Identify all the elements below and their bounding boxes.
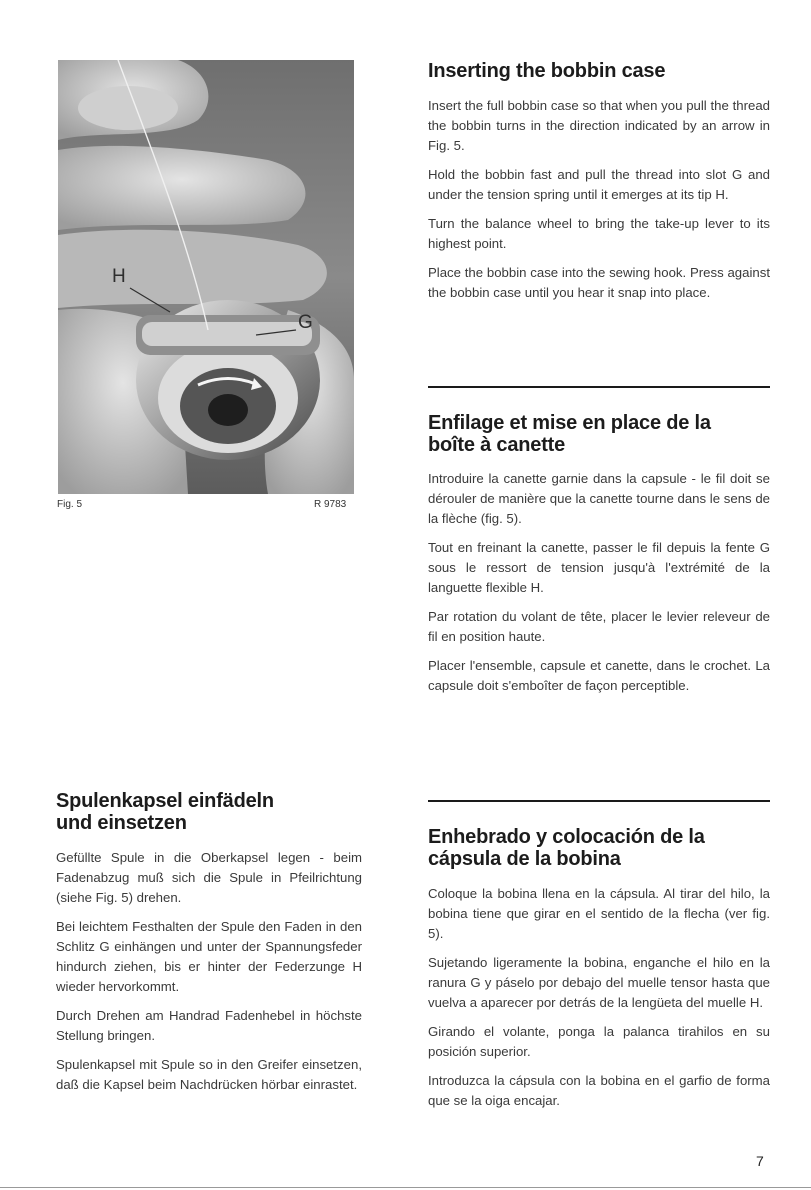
german-paragraph-3: Durch Drehen am Handrad Fadenhebel in höchste Stellung bringen. bbox=[56, 1008, 362, 1043]
german-paragraph-2: Bei leichtem Festhalten der Spule den Faden in den Schlitz G einhängen und unter der Spannungsfeder hindurch ziehen, bis er hinter der Federzunge H wieder hervorkommt. bbox=[56, 919, 362, 994]
german-paragraph-1: Gefüllte Spule in die Oberkapsel legen - beim Fadenabzug muß sich die Spule in Pfeilrichtung (siehe Fig. 5) drehen. bbox=[56, 850, 362, 905]
figure-code: R 9783 bbox=[314, 499, 347, 510]
label-g: G bbox=[298, 312, 313, 333]
german-heading-line-2: und einsetzen bbox=[56, 812, 187, 834]
english-paragraph-2: Hold the bobbin fast and pull the thread into slot G and under the tension spring until it emerges at its tip H. bbox=[428, 167, 770, 202]
german-section bbox=[56, 790, 362, 1104]
french-paragraph-1: Introduire la canette garnie dans la capsule - le fil doit se dérouler de manière que la canette tourne dans le sens de la flèche (fig. 5). bbox=[428, 471, 770, 526]
section-divider bbox=[428, 386, 770, 388]
spanish-section bbox=[428, 826, 770, 1120]
bobbin-photo-illustration bbox=[58, 60, 354, 494]
french-paragraph-2: Tout en freinant la canette, passer le fil depuis la fente G sous le ressort de tension jusqu'à l'extrémité de la languette flexible H. bbox=[428, 540, 770, 595]
english-paragraph-3: Turn the balance wheel to bring the take-up lever to its highest point. bbox=[428, 216, 770, 251]
french-paragraph-3: Par rotation du volant de tête, placer le levier releveur de fil en position haute. bbox=[428, 609, 770, 644]
french-paragraph-4: Placer l'ensemble, capsule et canette, dans le crochet. La capsule doit s'emboîter de façon perceptible. bbox=[428, 658, 770, 693]
spanish-paragraph-4: Introduzca la cápsula con la bobina en el garfio de forma que se la oiga encajar. bbox=[428, 1073, 770, 1108]
german-paragraph-4: Spulenkapsel mit Spule so in den Greifer einsetzen, daß die Kapsel beim Nachdrücken hörbar einrastet. bbox=[56, 1057, 362, 1092]
page-number: 7 bbox=[756, 1153, 764, 1169]
page-bottom-edge bbox=[0, 1187, 811, 1188]
french-heading-line-2: boîte à canette bbox=[428, 434, 566, 456]
english-section bbox=[428, 60, 770, 312]
spanish-paragraph-1: Coloque la bobina llena en la cápsula. Al tirar del hilo, la bobina tiene que girar en el sentido de la flecha (ver fig. 5). bbox=[428, 886, 770, 941]
spanish-paragraph-2: Sujetando ligeramente la bobina, enganche el hilo en la ranura G y páselo por debajo del muelle tensor hasta que vuelva a aparecer por detrás de la lengüeta del muelle H. bbox=[428, 955, 770, 1010]
bobbin-case-photo bbox=[58, 60, 354, 494]
french-heading-line-1: Enfilage et mise en place de la bbox=[428, 412, 711, 434]
english-paragraph-4: Place the bobbin case into the sewing hook. Press against the bobbin case until you hear it snap into place. bbox=[428, 265, 770, 300]
german-heading-line-1: Spulenkapsel einfädeln bbox=[56, 790, 274, 812]
french-section bbox=[428, 412, 770, 705]
english-heading: Inserting the bobbin case bbox=[428, 60, 666, 82]
figure-caption: Fig. 5 bbox=[57, 499, 83, 510]
section-divider bbox=[428, 800, 770, 802]
spanish-paragraph-3: Girando el volante, ponga la palanca tirahilos en su posición superior. bbox=[428, 1024, 770, 1059]
english-paragraph-1: Insert the full bobbin case so that when you pull the thread the bobbin turns in the direction indicated by an arrow in Fig. 5. bbox=[428, 98, 770, 153]
spanish-heading-line-2: cápsula de la bobina bbox=[428, 848, 621, 870]
label-h: H bbox=[112, 266, 126, 287]
spanish-heading-line-1: Enhebrado y colocación de la bbox=[428, 826, 705, 848]
